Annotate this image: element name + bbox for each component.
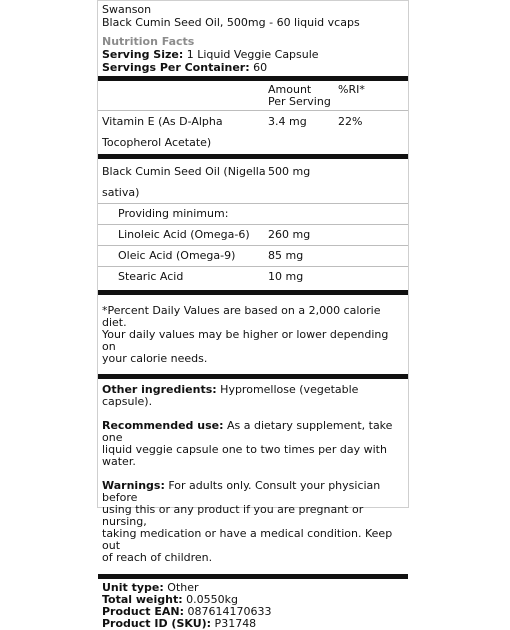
unit-type: Unit type: Other [102, 581, 199, 594]
supplement-label [97, 0, 409, 630]
table-row-stearic [102, 267, 404, 287]
oleic-amount: 85 mg [268, 249, 304, 262]
linoleic-amount: 260 mg [268, 228, 311, 241]
amount-header: Amount Per Serving [268, 83, 331, 108]
facts-table [98, 81, 408, 110]
table-row-oleic [102, 246, 404, 266]
table-header-row [102, 81, 404, 110]
footnote: *Percent Daily Values are based on a 2,000 calorie diet. Your daily values may be higher or lower depending on your calorie needs. [102, 304, 389, 365]
nutrition-facts-title: Nutrition Facts [102, 35, 195, 48]
table-row-vitamin-e [102, 111, 404, 153]
product-meta [98, 579, 408, 630]
linoleic-name: Linoleic Acid (Omega-6) [118, 228, 250, 241]
table-row-black-cumin-oil [102, 159, 404, 203]
vitamin-e-amount: 3.4 mg [268, 115, 307, 128]
stearic-name: Stearic Acid [118, 270, 184, 283]
warnings: Warnings: For adults only. Consult your physician before using this or any product if you are pregnant or nursing, taking medication or have a medical condition. Keep out of reach of children. [102, 479, 393, 564]
serving-size [102, 48, 404, 61]
servings-label: Servings Per Container: [102, 61, 250, 74]
serving-size-value: 1 Liquid Veggie Capsule [183, 48, 319, 61]
oil-amount: 500 mg [268, 165, 311, 178]
vitamin-e-ri: 22% [338, 115, 363, 128]
oleic-name: Oleic Acid (Omega-9) [118, 249, 236, 262]
vitamin-e-name: Vitamin E (As D-Alpha Tocopherol Acetate) [102, 115, 223, 149]
other-ingredients: Other ingredients: Hypromellose (vegetable capsule). [102, 383, 359, 408]
stearic-amount: 10 mg [268, 270, 304, 283]
oil-name: Black Cumin Seed Oil (Nigella sativa) [102, 165, 266, 199]
ingredients-section [98, 379, 408, 564]
product-ean: Product EAN: 087614170633 [102, 605, 272, 618]
ri-header: %RI* [338, 83, 365, 96]
total-weight: Total weight: 0.0550kg [102, 593, 238, 606]
product-sku: Product ID (SKU): P31748 [102, 617, 257, 630]
table-row-providing [102, 204, 404, 224]
table-row-linoleic [102, 225, 404, 245]
providing-label: Providing minimum: [118, 207, 229, 220]
servings-per-container [102, 61, 404, 74]
product-name: Black Cumin Seed Oil, 500mg - 60 liquid vcaps [102, 16, 360, 29]
brand-name: Swanson [102, 3, 152, 16]
servings-value: 60 [249, 61, 268, 74]
recommended-use: Recommended use: As a dietary supplement, take one liquid veggie capsule one to two times per day with water. [102, 419, 393, 468]
label-header [98, 1, 408, 74]
serving-size-label: Serving Size: [102, 48, 184, 61]
